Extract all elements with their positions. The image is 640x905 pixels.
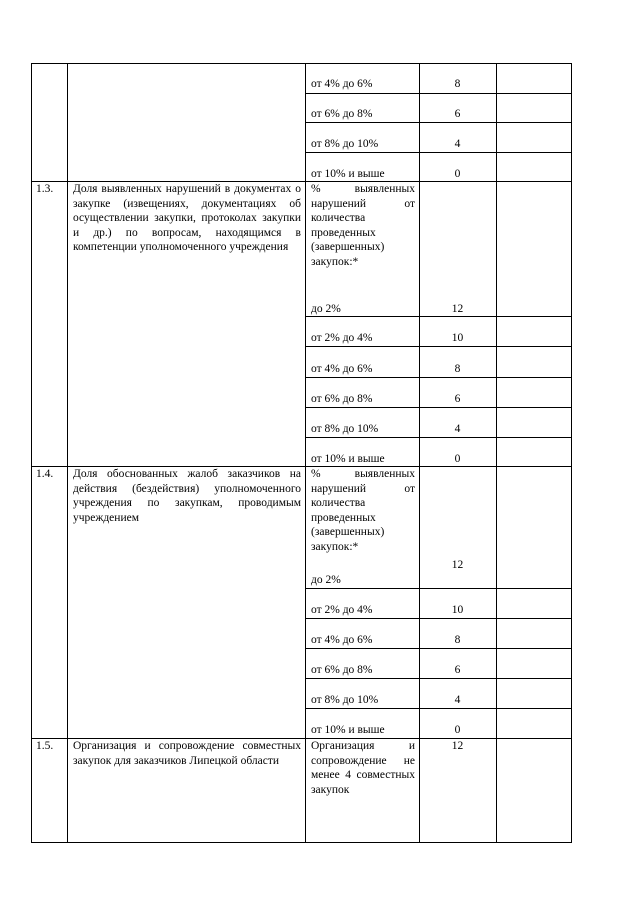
- criterion-label: от 6% до 8%: [311, 664, 373, 676]
- criterion-score: 4: [454, 423, 461, 435]
- criterion-score: 10: [451, 332, 464, 344]
- grid-vline: [31, 63, 32, 843]
- criterion-score: 0: [454, 168, 461, 180]
- criterion-label: от 10% и выше: [311, 453, 385, 465]
- criterion-heading: % выявленных нарушений от количества проведенных (завершенных) закупок:*: [311, 468, 415, 553]
- criterion-score: 8: [454, 363, 461, 375]
- criterion-label: от 4% до 6%: [311, 634, 373, 646]
- criterion-score: 4: [454, 694, 461, 706]
- grid-hline: [305, 152, 572, 153]
- grid-hline: [305, 588, 572, 589]
- criterion-label: от 8% до 10%: [311, 138, 379, 150]
- criterion-score: 12: [451, 303, 464, 315]
- criterion-label: до 2%: [311, 303, 341, 315]
- criterion-label: от 2% до 4%: [311, 604, 373, 616]
- criterion-score: 8: [454, 634, 461, 646]
- grid-hline: [31, 842, 572, 843]
- criterion-score: 12: [451, 559, 464, 571]
- criterion-score: 12: [451, 740, 464, 752]
- grid-hline: [305, 122, 572, 123]
- criterion-label: от 2% до 4%: [311, 332, 373, 344]
- grid-vline: [67, 63, 68, 843]
- indicator-description: Доля выявленных нарушений в документах о закупке (извещениях, документациях об осуществлении закупки, протоколах закупки и др.) по вопросам, находящимся в компетенции уполномоченного учреждения: [73, 183, 301, 253]
- grid-hline: [305, 377, 572, 378]
- criterion-label: от 4% до 6%: [311, 78, 373, 90]
- criterion-score: 4: [454, 138, 461, 150]
- row-number: 1.3.: [36, 183, 54, 195]
- grid-hline: [305, 708, 572, 709]
- criterion-score: 8: [454, 78, 461, 90]
- criterion-label: от 10% и выше: [311, 168, 385, 180]
- grid-hline: [305, 618, 572, 619]
- criterion-label: от 8% до 10%: [311, 694, 379, 706]
- grid-hline: [305, 346, 572, 347]
- criterion-label: до 2%: [311, 574, 341, 586]
- criterion-score: 10: [451, 604, 464, 616]
- criterion-score: 0: [454, 453, 461, 465]
- grid-hline: [305, 437, 572, 438]
- criterion-heading: % выявленных нарушений от количества проведенных (завершенных) закупок:*: [311, 183, 415, 268]
- criterion-score: 0: [454, 724, 461, 736]
- criterion-label: от 4% до 6%: [311, 363, 373, 375]
- criterion-label: от 6% до 8%: [311, 393, 373, 405]
- indicator-description: Организация и сопровождение совместных закупок для заказчиков Липецкой области: [73, 740, 301, 767]
- criterion-label: от 6% до 8%: [311, 108, 373, 120]
- row-number: 1.5.: [36, 740, 54, 752]
- grid-vline: [496, 63, 497, 843]
- grid-hline: [31, 63, 572, 64]
- grid-hline: [305, 678, 572, 679]
- criterion-score: 6: [454, 393, 461, 405]
- grid-hline: [305, 93, 572, 94]
- grid-vline: [305, 63, 306, 843]
- indicator-description: Доля обоснованных жалоб заказчиков на действия (бездействия) уполномоченного учреждения по закупкам, проводимым учреждением: [73, 468, 301, 524]
- grid-vline: [571, 63, 572, 843]
- criterion-label: от 8% до 10%: [311, 423, 379, 435]
- grid-hline: [305, 648, 572, 649]
- criterion-score: 6: [454, 664, 461, 676]
- row-number: 1.4.: [36, 468, 54, 480]
- grid-hline: [305, 407, 572, 408]
- criterion-label: от 10% и выше: [311, 724, 385, 736]
- criterion-score: 6: [454, 108, 461, 120]
- criterion-label: Организация и сопровождение не менее 4 совместных закупок: [311, 740, 415, 796]
